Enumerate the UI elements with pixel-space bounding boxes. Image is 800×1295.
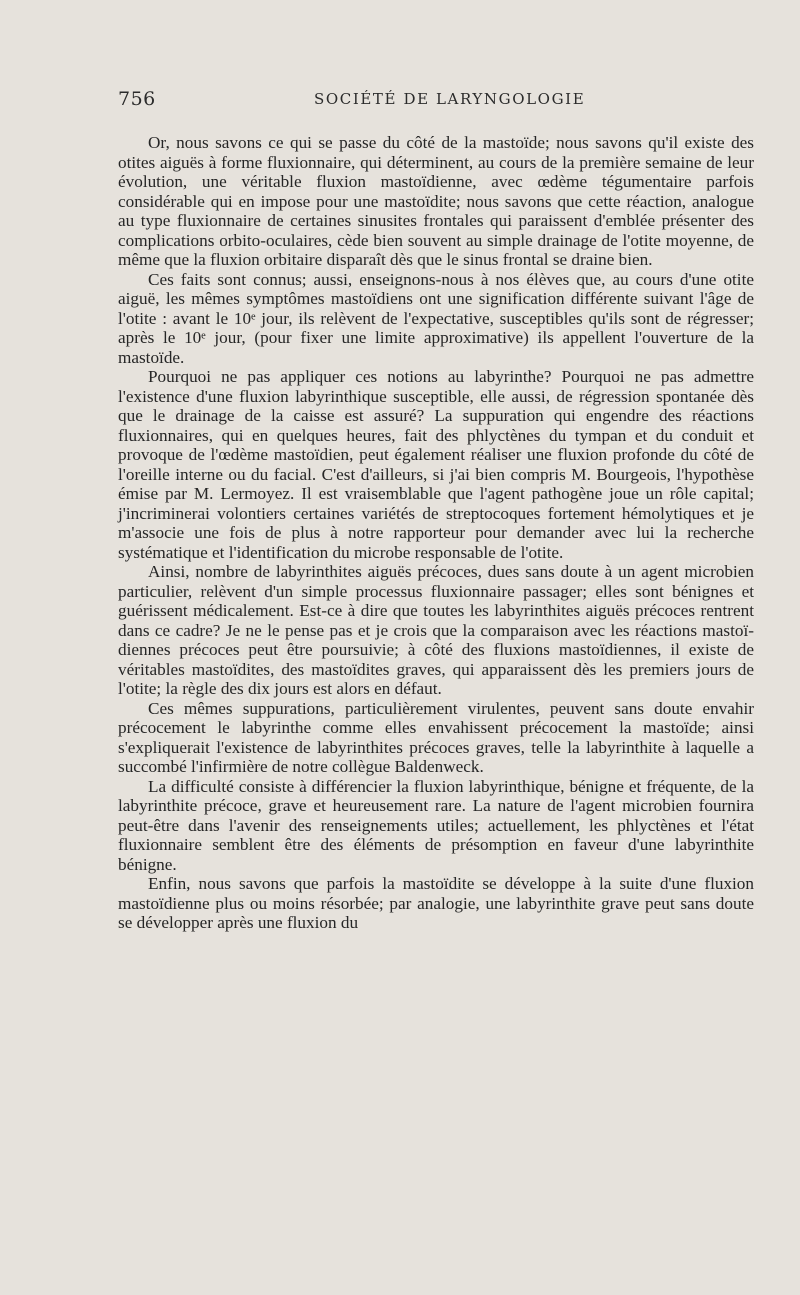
paragraph-4: Ainsi, nombre de labyrinthites aiguës précoces, dues sans doute à un agent microbien particulier, relèvent d'un simple processus fluxionnaire passager; elles sont bénignes et guérissent médicalement. Est-ce à dire que toutes les labyrinthites aiguës précoces rentrent dans ce cadre? Je ne le pense pas et je crois que la comparaison avec les réactions mastoïdiennes précoces peut être poursuivie; à côté des fluxions mastoïdiennes, il existe de véritables mastoïdites, des mastoïdites graves, qui apparaissent dès les premiers jours de l'otite; la règle des dix jours est alors en défaut. xyxy=(118,562,754,698)
running-title: SOCIÉTÉ DE LARYNGOLOGIE xyxy=(314,90,586,108)
paragraph-7: Enfin, nous savons que parfois la mastoïdite se développe à la suite d'une fluxion mastoïdienne plus ou moins résorbée; par analogie, une labyrinthite grave peut sans doute se développer après une fluxion du xyxy=(118,874,754,932)
paragraph-2: Ces faits sont connus; aussi, enseignons-nous à nos élèves que, au cours d'une otite aiguë, les mêmes symptômes mastoïdiens ont une signification différente suivant l'âge de l'otite : avant le 10ᵉ jour, ils relèvent de l'expectative, susceptibles qu'ils sont de régresser; après le 10ᵉ jour, (pour fixer une limite approximative) ils appellent l'ouverture de la mastoïde. xyxy=(118,269,754,367)
paragraph-6: La difficulté consiste à différencier la fluxion labyrinthique, bénigne et fréquente, de la labyrinthite précoce, grave et heureusement rare. La nature de l'agent microbien fournira peut-être dans l'avenir des renseignements utiles; actuellement, les phlyctènes et l'état fluxionnaire semblent être des éléments de présomption en faveur d'une labyrinthite bénigne. xyxy=(118,776,754,874)
paragraph-3: Pourquoi ne pas appliquer ces notions au labyrinthe? Pourquoi ne pas admettre l'existence d'une fluxion labyrinthique susceptible, elle aussi, de régression spontanée dès que le drainage de la caisse est assuré? La suppuration qui engendre des réactions fluxionnaires, qui en quelques heures, fait des phlyctènes du tympan et du conduit et provoque de l'œdème mastoïdien, peut également réaliser une fluxion profonde du côté de l'oreille interne ou du facial. C'est d'ailleurs, si j'ai bien compris M. Bourgeois, l'hypothèse émise par M. Lermoyez. Il est vraisemblable que l'agent pathogène joue un rôle capital; j'incriminerai volontiers certaines variétés de streptocoques fortement hémolytiques et je m'associe une fois de plus à notre rapporteur pour demander avec lui la recherche systématique et l'identification du microbe responsable de l'otite. xyxy=(118,367,754,562)
paragraph-5: Ces mêmes suppurations, particulièrement virulentes, peuvent sans doute envahir précocement le labyrinthe comme elles envahissent précocement la mastoïde; ainsi s'expliquerait l'existence de labyrinthites précoces graves, telle la labyrinthite à laquelle a succombé l'infirmière de notre collègue Baldenweck. xyxy=(118,698,754,776)
paragraph-1: Or, nous savons ce qui se passe du côté de la mastoïde; nous savons qu'il existe des otites aiguës à forme fluxionnaire, qui déterminent, au cours de la première semaine de leur évolution, une véritable fluxion mastoïdienne, avec œdème tégumentaire parfois considérable qui en impose pour une mastoïdite; nous savons que cette réaction, analogue au type fluxionnaire de certaines sinusites frontales qui paraissent d'emblée présenter des complications orbito-oculaires, cède bien souvent au simple drainage de l'otite moyenne, de même que la fluxion orbitaire disparaît dès que le sinus frontal se draine bien. xyxy=(118,133,754,269)
body-text xyxy=(118,133,754,933)
page-number: 756 xyxy=(118,88,156,110)
page-header xyxy=(118,88,754,118)
